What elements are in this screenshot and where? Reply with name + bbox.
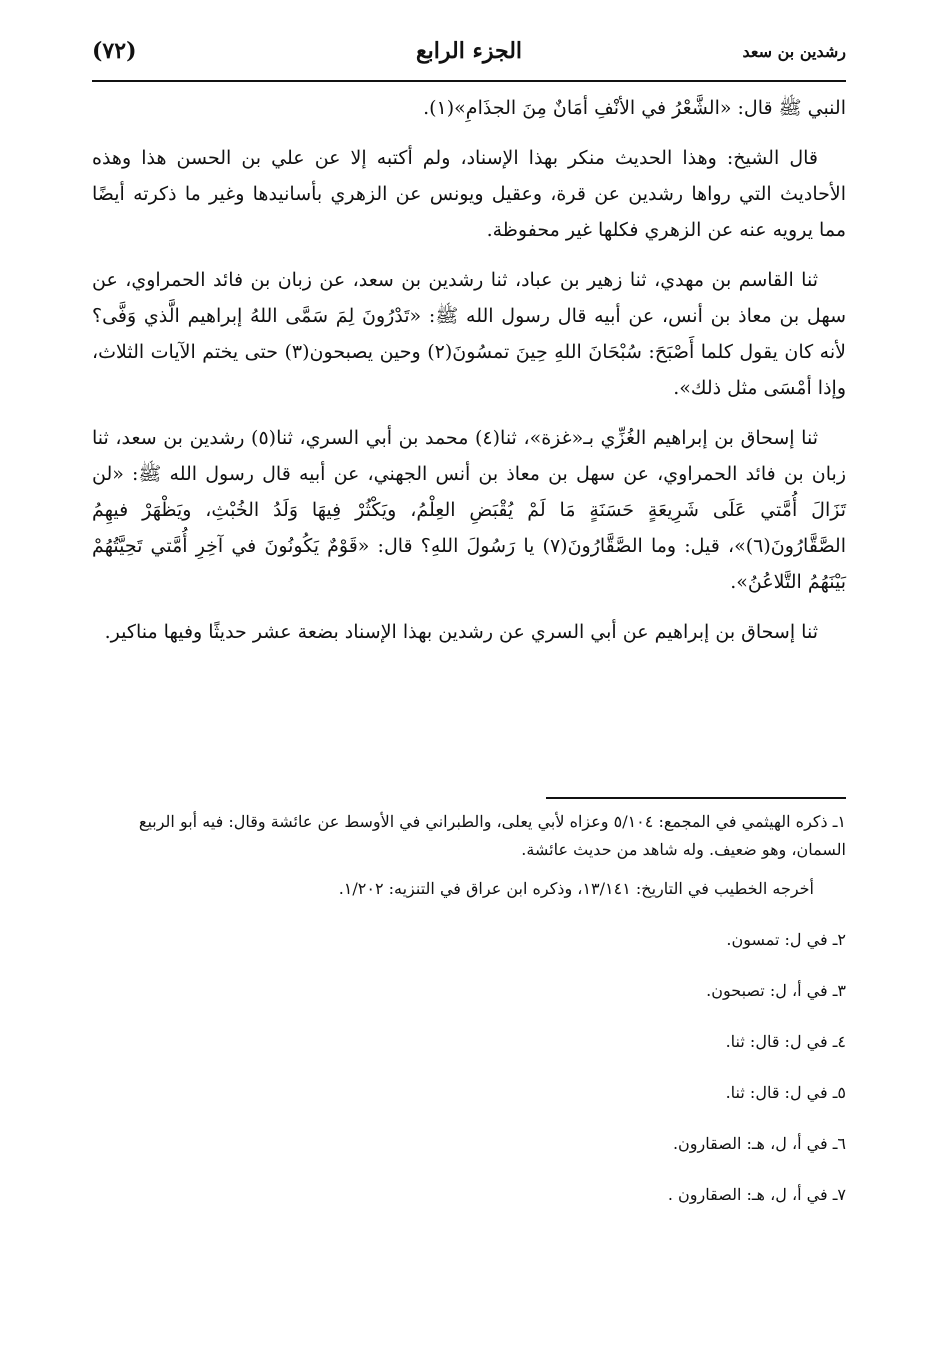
paragraph: ثنا إسحاق بن إبراهيم عن أبي السري عن رشدين بهذا الإسناد بضعة عشر حديثًا وفيها مناكير. — [104, 621, 818, 643]
footnote-separator — [546, 797, 846, 799]
running-title: الجزء الرابع — [415, 38, 523, 64]
paragraph: ثنا إسحاق بن إبراهيم الغُزِّي بـ«غزة»، ثنا(٤) محمد بن أبي السري، ثنا(٥) رشدين بن سعد، ثنا زبان بن فائد الحمراوي، عن سهل بن معاذ بن أنس الجهني، عن أبيه قال رسول الله ﷺ: «لن تَزَالَ أُمَّتي عَلَى شَرِيعَةٍ حَسَنَةٍ مَا لَمْ يُقْبَضِ العِلْمُ، ويَكْثُرْ فِيهَا وَلَدُ الخُبْثِ، ويَظْهَرْ فيهِمُ الصَّقَّارُونَ(٦)»، قيل: وما الصَّقَّارُونَ(٧) يا رَسُولَ اللهِ؟ قال: «قَوْمٌ يَكُونُونَ في آخِرِ أُمَّتي تَحِيَّتُهُمْ بَيْنَهُمُ التَّلاعُنُ». — [92, 427, 847, 593]
footnote: أخرجه الخطيب في التاريخ: ١٣/١٤١، وذكره ابن عراق في التنزيه: ١/٢٠٢. — [338, 879, 814, 898]
footnote: ٧ـ في أ، ل، هـ: الصقارون . — [667, 1185, 846, 1204]
main-text — [92, 90, 846, 664]
footnote: ٣ـ في أ، ل: تصبحون. — [706, 981, 846, 1000]
page-header — [92, 38, 846, 74]
footnote: ٢ـ في ل: تمسون. — [726, 930, 846, 949]
paragraph: النبي ﷺ قال: «الشَّعْرُ في الأنْفِ أمَانٌ مِنَ الجذَامِ»(١). — [423, 97, 846, 119]
footnote: ٦ـ في أ، ل، هـ: الصقارون. — [672, 1134, 846, 1153]
footnote: ١ـ ذكره الهيثمي في المجمع: ٥/١٠٤ وعزاه لأبي يعلى، والطبراني في الأوسط عن عائشة وقال: فيه أبو الربيع السمان، وهو ضعيف. وله شاهد من حديث عائشة. — [138, 812, 846, 859]
paragraph: ثنا القاسم بن مهدي، ثنا زهير بن عباد، ثنا رشدين بن سعد، عن زبان بن فائد الحمراوي، عن سهل بن معاذ بن أنس، عن أبيه قال رسول الله ﷺ: «تَدْرُونَ لِمَ سَمَّى اللهُ إبراهيم الَّذي وَفَّى؟ لأنه كان يقول كلما أَصْبَحَ: سُبْحَانَ اللهِ حِينَ تمسُونَ(٢) وحين يصبحون(٣) حتى يختم الآيات الثلاث، وإذا أمْسَى مثل ذلك». — [92, 269, 846, 399]
page-number: (٧٢) — [92, 38, 137, 64]
running-author: رشدين بن سعد — [742, 42, 846, 61]
paragraph: قال الشيخ: وهذا الحديث منكر بهذا الإسناد، ولم أكتبه إلا عن علي بن الحسن هذا وهذه الأحاديث التي رواها رشدين عن قرة، وعقيل ويونس عن الزهري بأسانيدها وغير ما ذكرته أيضًا مما يرويه عنه عن الزهري فكلها غير محفوظة. — [92, 147, 846, 241]
footnote: ٥ـ في ل: قال: ثنا. — [725, 1083, 846, 1102]
footnote: ٤ـ في ل: قال: ثنا. — [725, 1032, 846, 1051]
footnotes — [92, 808, 846, 1232]
header-rule — [92, 80, 846, 82]
